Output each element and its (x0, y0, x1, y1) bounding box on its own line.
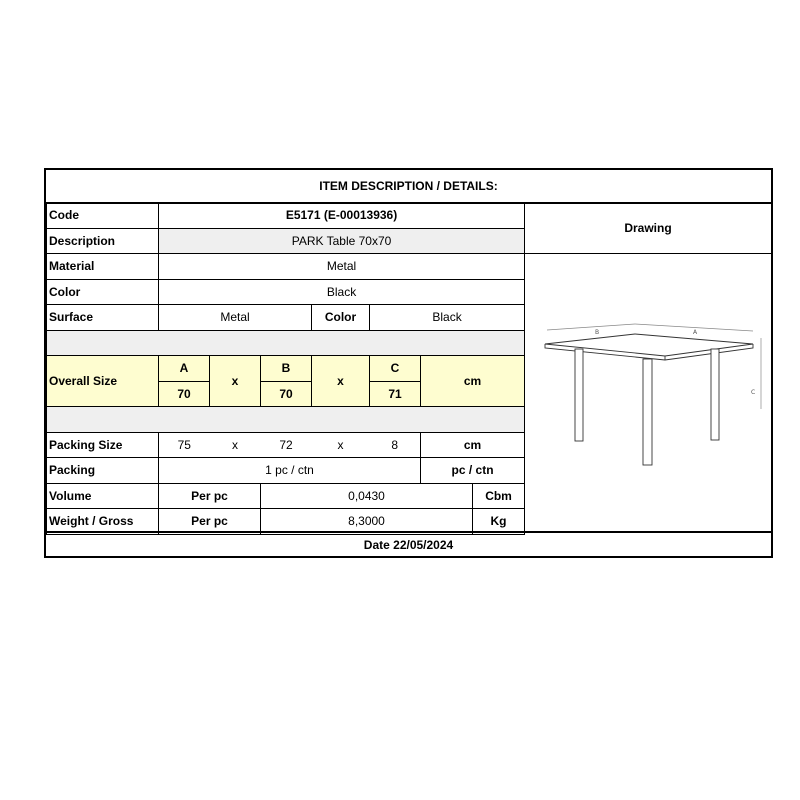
color-value: Black (159, 279, 525, 305)
spacer-cell-2 (47, 407, 525, 433)
packing-label: Packing (47, 458, 159, 484)
row-volume (47, 483, 525, 509)
spacer-cell (47, 330, 525, 356)
row-spacer-2 (47, 407, 525, 433)
surface-label: Surface (47, 305, 159, 331)
packing-size-x2: x (312, 432, 370, 458)
surface-color-value: Black (370, 305, 525, 331)
surface-value: Metal (159, 305, 312, 331)
row-packing-size (47, 432, 525, 458)
description-label: Description (47, 228, 159, 254)
dim-a-label: A (159, 356, 210, 382)
drawing-title: Drawing (525, 202, 771, 254)
row-code (47, 203, 525, 229)
packing-value: 1 pc / ctn (159, 458, 421, 484)
dim-b-label: B (261, 356, 312, 382)
color-label: Color (47, 279, 159, 305)
dim-a-mark: A (693, 329, 698, 336)
drawing-panel (524, 202, 771, 533)
dim-c-mark: C (751, 389, 756, 396)
packing-size-v3: 8 (370, 432, 421, 458)
overall-x-1: x (210, 356, 261, 407)
table-drawing (525, 254, 770, 532)
packing-unit: pc / ctn (421, 458, 525, 484)
dim-c-value: 71 (370, 381, 421, 407)
row-packing (47, 458, 525, 484)
description-value: PARK Table 70x70 (159, 228, 525, 254)
volume-value: 0,0430 (261, 483, 473, 509)
weight-unit: Kg (473, 509, 525, 535)
row-surface (47, 305, 525, 331)
leg-back-left (575, 349, 583, 441)
weight-value: 8,3000 (261, 509, 473, 535)
dim-a-value: 70 (159, 381, 210, 407)
item-spec-sheet (44, 168, 773, 558)
weight-label: Weight / Gross (47, 509, 159, 535)
dim-b-value: 70 (261, 381, 312, 407)
material-label: Material (47, 254, 159, 280)
row-material (47, 254, 525, 280)
packing-size-unit: cm (421, 432, 525, 458)
overall-unit: cm (421, 356, 525, 407)
dim-line-b (547, 324, 635, 330)
dim-b-mark: B (595, 329, 600, 336)
code-label: Code (47, 203, 159, 229)
leg-front (643, 359, 652, 465)
date-footer: Date 22/05/2024 (46, 531, 771, 556)
overall-x-2: x (312, 356, 370, 407)
material-value: Metal (159, 254, 525, 280)
volume-per: Per pc (159, 483, 261, 509)
row-description (47, 228, 525, 254)
packing-size-label: Packing Size (47, 432, 159, 458)
leg-back-right (711, 349, 719, 440)
dim-c-label: C (370, 356, 421, 382)
code-value: E5171 (E-00013936) (159, 203, 525, 229)
surface-color-label: Color (312, 305, 370, 331)
sheet-title: ITEM DESCRIPTION / DETAILS: (46, 170, 771, 204)
weight-per: Per pc (159, 509, 261, 535)
packing-size-v2: 72 (261, 432, 312, 458)
volume-label: Volume (47, 483, 159, 509)
row-color (47, 279, 525, 305)
row-overall-size-top (47, 356, 525, 382)
spec-table (46, 202, 525, 535)
packing-size-v1: 75 (159, 432, 210, 458)
row-spacer (47, 330, 525, 356)
table-legs (575, 349, 719, 465)
volume-unit: Cbm (473, 483, 525, 509)
packing-size-x1: x (210, 432, 261, 458)
overall-size-label: Overall Size (47, 356, 159, 407)
